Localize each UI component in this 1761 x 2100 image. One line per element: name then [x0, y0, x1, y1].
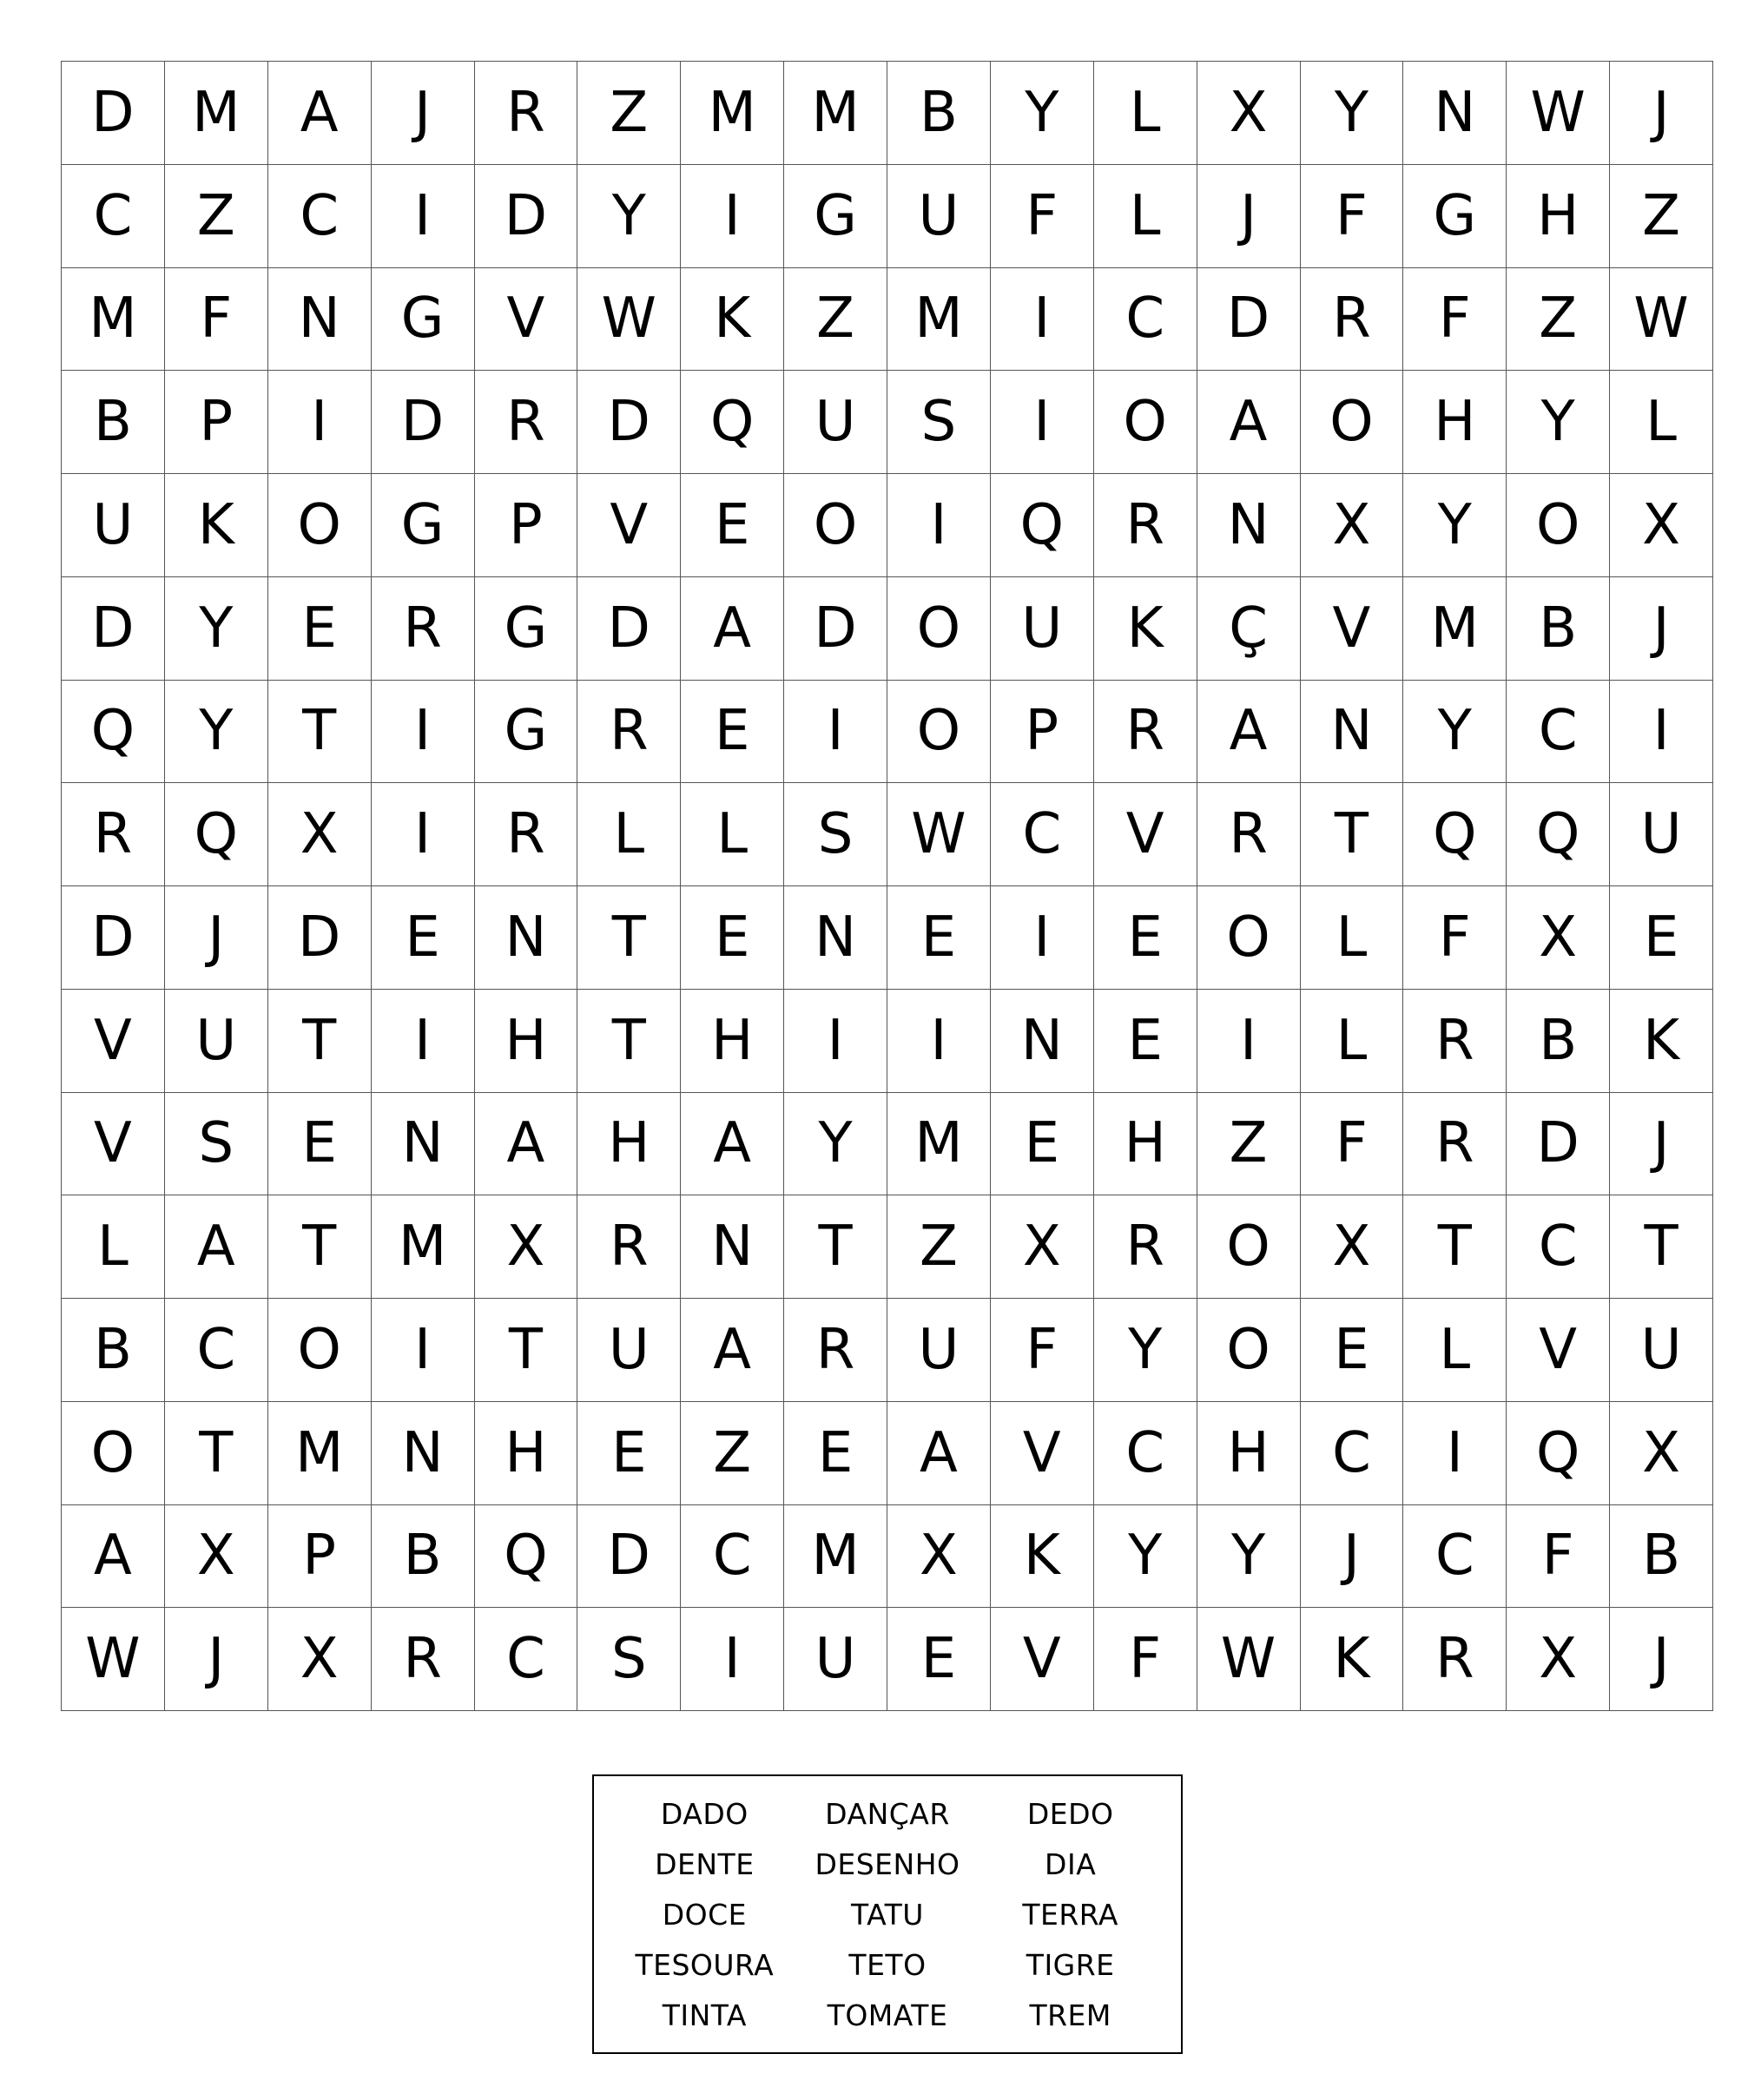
grid-cell[interactable]: D — [1507, 1093, 1610, 1196]
grid-cell[interactable]: E — [268, 1093, 372, 1196]
grid-cell[interactable]: J — [1301, 1505, 1404, 1609]
grid-cell[interactable]: O — [268, 1299, 372, 1402]
grid-cell[interactable]: R — [1094, 681, 1197, 784]
grid-cell[interactable]: D — [62, 886, 165, 990]
grid-cell[interactable]: V — [577, 474, 681, 577]
grid-cell[interactable]: D — [577, 1505, 681, 1609]
grid-cell[interactable]: Z — [784, 268, 887, 372]
grid-cell[interactable]: P — [268, 1505, 372, 1609]
grid-cell[interactable]: X — [268, 783, 372, 886]
grid-cell[interactable]: X — [1301, 474, 1404, 577]
grid-cell[interactable]: S — [887, 371, 991, 474]
grid-cell[interactable]: A — [62, 1505, 165, 1609]
grid-cell[interactable]: I — [887, 990, 991, 1093]
grid-cell[interactable]: X — [1507, 1608, 1610, 1711]
grid-cell[interactable]: W — [1610, 268, 1713, 372]
grid-cell[interactable]: D — [577, 371, 681, 474]
grid-cell[interactable]: C — [681, 1505, 784, 1609]
grid-cell[interactable]: X — [991, 1195, 1094, 1299]
grid-cell[interactable]: A — [268, 62, 372, 165]
grid-cell[interactable]: I — [268, 371, 372, 474]
word-bank-item: DESENHO — [815, 1847, 960, 1881]
grid-cell[interactable]: U — [62, 474, 165, 577]
grid-cell[interactable]: H — [1197, 1402, 1301, 1505]
grid-cell[interactable]: P — [991, 681, 1094, 784]
grid-cell[interactable]: N — [268, 268, 372, 372]
grid-cell[interactable]: W — [1197, 1608, 1301, 1711]
grid-cell[interactable]: X — [1610, 474, 1713, 577]
grid-cell[interactable]: L — [1094, 62, 1197, 165]
grid-cell[interactable]: R — [577, 681, 681, 784]
word-bank-item: TERRA — [1022, 1897, 1118, 1932]
grid-cell[interactable]: N — [991, 990, 1094, 1093]
grid-cell[interactable]: Ç — [1197, 577, 1301, 681]
grid-cell[interactable]: G — [372, 268, 475, 372]
word-bank-item: DENTE — [655, 1847, 755, 1881]
grid-cell[interactable]: A — [1197, 371, 1301, 474]
grid-cell[interactable]: C — [268, 165, 372, 268]
grid-cell[interactable]: R — [784, 1299, 887, 1402]
word-bank-item: DANÇAR — [825, 1796, 950, 1831]
grid-cell[interactable]: T — [268, 681, 372, 784]
grid-cell[interactable]: B — [62, 371, 165, 474]
grid-cell[interactable]: J — [1197, 165, 1301, 268]
grid-cell[interactable]: R — [475, 371, 578, 474]
grid-cell[interactable]: Q — [62, 681, 165, 784]
grid-cell[interactable]: F — [1403, 886, 1507, 990]
grid-cell[interactable]: O — [887, 577, 991, 681]
grid-cell[interactable]: J — [1610, 577, 1713, 681]
grid-cell[interactable]: F — [165, 268, 268, 372]
grid-cell[interactable]: E — [372, 886, 475, 990]
grid-cell[interactable]: I — [784, 990, 887, 1093]
grid-cell[interactable]: E — [577, 1402, 681, 1505]
grid-cell[interactable]: H — [1094, 1093, 1197, 1196]
grid-cell[interactable]: S — [165, 1093, 268, 1196]
grid-cell[interactable]: T — [784, 1195, 887, 1299]
grid-cell[interactable]: K — [681, 268, 784, 372]
grid-cell[interactable]: Z — [577, 62, 681, 165]
grid-cell[interactable]: O — [1197, 1299, 1301, 1402]
grid-cell[interactable]: B — [62, 1299, 165, 1402]
grid-cell[interactable]: L — [62, 1195, 165, 1299]
grid-cell[interactable]: I — [681, 1608, 784, 1711]
grid-cell[interactable]: Z — [887, 1195, 991, 1299]
grid-cell[interactable]: J — [1610, 1608, 1713, 1711]
grid-cell[interactable]: J — [165, 886, 268, 990]
grid-cell[interactable]: D — [577, 577, 681, 681]
grid-cell[interactable]: F — [1403, 268, 1507, 372]
grid-cell[interactable]: J — [372, 62, 475, 165]
grid-cell[interactable]: I — [681, 165, 784, 268]
grid-cell[interactable]: O — [1197, 1195, 1301, 1299]
grid-cell[interactable]: R — [1197, 783, 1301, 886]
grid-cell[interactable]: R — [1403, 1608, 1507, 1711]
grid-cell[interactable]: V — [62, 990, 165, 1093]
grid-cell[interactable]: K — [1094, 577, 1197, 681]
grid-cell[interactable]: H — [577, 1093, 681, 1196]
grid-cell[interactable]: N — [1197, 474, 1301, 577]
grid-cell[interactable]: R — [372, 1608, 475, 1711]
letter-grid — [61, 61, 1713, 1711]
grid-cell[interactable]: Y — [991, 62, 1094, 165]
word-bank-item: TATU — [851, 1897, 924, 1932]
grid-cell[interactable]: X — [165, 1505, 268, 1609]
grid-cell[interactable]: H — [475, 1402, 578, 1505]
grid-cell[interactable]: I — [784, 681, 887, 784]
grid-cell[interactable]: Y — [1507, 371, 1610, 474]
grid-cell[interactable]: F — [1094, 1608, 1197, 1711]
grid-cell[interactable]: E — [1094, 886, 1197, 990]
grid-cell[interactable]: Y — [577, 165, 681, 268]
grid-cell[interactable]: O — [1507, 474, 1610, 577]
grid-cell[interactable]: X — [268, 1608, 372, 1711]
grid-cell[interactable]: I — [372, 681, 475, 784]
grid-cell[interactable]: L — [1094, 165, 1197, 268]
grid-cell[interactable]: U — [1610, 1299, 1713, 1402]
grid-cell[interactable]: Q — [1507, 1402, 1610, 1505]
grid-cell[interactable]: F — [1507, 1505, 1610, 1609]
grid-cell[interactable]: E — [887, 1608, 991, 1711]
grid-cell[interactable]: Y — [165, 681, 268, 784]
grid-cell[interactable]: P — [475, 474, 578, 577]
grid-cell[interactable]: C — [62, 165, 165, 268]
grid-cell[interactable]: A — [475, 1093, 578, 1196]
grid-cell[interactable]: O — [1197, 886, 1301, 990]
word-bank-item: TETO — [848, 1947, 927, 1982]
grid-cell[interactable]: L — [681, 783, 784, 886]
grid-cell[interactable]: Y — [784, 1093, 887, 1196]
grid-cell[interactable]: H — [1507, 165, 1610, 268]
grid-cell[interactable]: Y — [1197, 1505, 1301, 1609]
grid-cell[interactable]: R — [475, 62, 578, 165]
grid-cell[interactable]: C — [165, 1299, 268, 1402]
word-bank-item: DOCE — [662, 1897, 747, 1932]
grid-cell[interactable]: C — [1507, 1195, 1610, 1299]
grid-cell[interactable]: Q — [1403, 783, 1507, 886]
grid-cell[interactable]: B — [1610, 1505, 1713, 1609]
grid-cell[interactable]: C — [1094, 268, 1197, 372]
grid-cell[interactable]: F — [991, 1299, 1094, 1402]
grid-cell[interactable]: T — [577, 990, 681, 1093]
word-bank-item: DADO — [660, 1796, 749, 1831]
word-bank-item: TESOURA — [635, 1947, 775, 1982]
grid-cell[interactable]: L — [1403, 1299, 1507, 1402]
grid-cell[interactable]: M — [62, 268, 165, 372]
grid-cell[interactable]: B — [372, 1505, 475, 1609]
grid-cell[interactable]: E — [887, 886, 991, 990]
grid-cell[interactable]: O — [62, 1402, 165, 1505]
grid-cell[interactable]: D — [372, 371, 475, 474]
word-bank — [592, 1774, 1183, 2054]
grid-cell[interactable]: L — [1301, 886, 1404, 990]
grid-cell[interactable]: Q — [165, 783, 268, 886]
grid-cell[interactable]: Q — [681, 371, 784, 474]
grid-cell[interactable]: Q — [475, 1505, 578, 1609]
grid-cell[interactable]: T — [268, 1195, 372, 1299]
grid-cell[interactable]: A — [681, 1093, 784, 1196]
grid-cell[interactable]: X — [1610, 1402, 1713, 1505]
grid-cell[interactable]: E — [268, 577, 372, 681]
grid-cell[interactable]: I — [372, 783, 475, 886]
grid-cell[interactable]: F — [991, 165, 1094, 268]
grid-cell[interactable]: L — [1301, 990, 1404, 1093]
grid-cell[interactable]: U — [887, 1299, 991, 1402]
grid-cell[interactable]: A — [165, 1195, 268, 1299]
grid-cell[interactable]: M — [784, 1505, 887, 1609]
grid-cell[interactable]: X — [1507, 886, 1610, 990]
grid-cell[interactable]: N — [784, 886, 887, 990]
grid-cell[interactable]: Z — [1197, 1093, 1301, 1196]
grid-cell[interactable]: N — [372, 1402, 475, 1505]
grid-cell[interactable]: E — [784, 1402, 887, 1505]
grid-cell[interactable]: I — [372, 1299, 475, 1402]
grid-cell[interactable]: K — [991, 1505, 1094, 1609]
word-bank-item: TREM — [1029, 1998, 1111, 2032]
grid-cell[interactable]: T — [268, 990, 372, 1093]
grid-cell[interactable]: M — [1403, 577, 1507, 681]
grid-cell[interactable]: O — [887, 681, 991, 784]
grid-cell[interactable]: G — [784, 165, 887, 268]
grid-cell[interactable]: C — [991, 783, 1094, 886]
grid-cell[interactable]: I — [1197, 990, 1301, 1093]
grid-cell[interactable]: N — [475, 886, 578, 990]
grid-cell[interactable]: J — [1610, 62, 1713, 165]
grid-cell[interactable]: Y — [1403, 681, 1507, 784]
grid-cell[interactable]: R — [577, 1195, 681, 1299]
word-bank-item: DEDO — [1026, 1796, 1114, 1831]
grid-cell[interactable]: A — [681, 577, 784, 681]
grid-cell[interactable]: M — [784, 62, 887, 165]
grid-cell[interactable]: I — [991, 268, 1094, 372]
grid-cell[interactable]: C — [475, 1608, 578, 1711]
grid-cell[interactable]: V — [991, 1608, 1094, 1711]
word-bank-item: TIGRE — [1026, 1947, 1115, 1982]
grid-cell[interactable]: W — [62, 1608, 165, 1711]
grid-cell[interactable]: R — [1403, 990, 1507, 1093]
grid-cell[interactable]: M — [165, 62, 268, 165]
grid-cell[interactable]: D — [1197, 268, 1301, 372]
grid-cell[interactable]: J — [1610, 1093, 1713, 1196]
grid-cell[interactable]: U — [577, 1299, 681, 1402]
grid-cell[interactable]: I — [991, 371, 1094, 474]
grid-cell[interactable]: U — [784, 1608, 887, 1711]
grid-cell[interactable]: A — [887, 1402, 991, 1505]
grid-cell[interactable]: D — [475, 165, 578, 268]
grid-cell[interactable]: B — [1507, 990, 1610, 1093]
grid-cell[interactable]: N — [1301, 681, 1404, 784]
grid-cell[interactable]: R — [1094, 474, 1197, 577]
grid-cell[interactable]: M — [268, 1402, 372, 1505]
grid-cell[interactable]: P — [165, 371, 268, 474]
grid-cell[interactable]: J — [165, 1608, 268, 1711]
grid-cell[interactable]: Q — [991, 474, 1094, 577]
grid-cell[interactable]: O — [268, 474, 372, 577]
grid-cell[interactable]: F — [1301, 1093, 1404, 1196]
grid-cell[interactable]: O — [1094, 371, 1197, 474]
grid-cell[interactable]: K — [1610, 990, 1713, 1093]
grid-cell[interactable]: M — [887, 268, 991, 372]
grid-cell[interactable]: D — [62, 62, 165, 165]
grid-cell[interactable]: C — [1403, 1505, 1507, 1609]
grid-cell[interactable]: C — [1301, 1402, 1404, 1505]
grid-cell[interactable]: E — [681, 681, 784, 784]
word-bank-item: DIA — [1045, 1847, 1097, 1881]
grid-cell[interactable]: U — [784, 371, 887, 474]
grid-cell[interactable]: C — [1507, 681, 1610, 784]
grid-cell[interactable]: D — [62, 577, 165, 681]
grid-cell[interactable]: R — [1403, 1093, 1507, 1196]
grid-cell[interactable]: T — [1610, 1195, 1713, 1299]
grid-cell[interactable]: Q — [1507, 783, 1610, 886]
grid-cell[interactable]: T — [475, 1299, 578, 1402]
grid-cell[interactable]: I — [372, 165, 475, 268]
grid-cell[interactable]: H — [475, 990, 578, 1093]
grid-cell[interactable]: K — [165, 474, 268, 577]
grid-cell[interactable]: Z — [681, 1402, 784, 1505]
grid-cell[interactable]: G — [475, 577, 578, 681]
grid-cell[interactable]: S — [784, 783, 887, 886]
word-bank-item: TOMATE — [827, 1998, 948, 2032]
grid-cell[interactable]: T — [577, 886, 681, 990]
grid-cell[interactable]: Y — [1301, 62, 1404, 165]
grid-cell[interactable]: Y — [1403, 474, 1507, 577]
grid-cell[interactable]: W — [1507, 62, 1610, 165]
grid-cell[interactable]: H — [681, 990, 784, 1093]
grid-cell[interactable]: E — [1094, 990, 1197, 1093]
grid-cell[interactable]: O — [784, 474, 887, 577]
grid-cell[interactable]: Z — [1610, 165, 1713, 268]
grid-cell[interactable]: T — [1301, 783, 1404, 886]
grid-cell[interactable]: N — [681, 1195, 784, 1299]
grid-cell[interactable]: U — [991, 577, 1094, 681]
grid-cell[interactable]: A — [681, 1299, 784, 1402]
grid-cell[interactable]: L — [1610, 371, 1713, 474]
grid-cell[interactable]: V — [1301, 577, 1404, 681]
grid-cell[interactable]: B — [1507, 577, 1610, 681]
grid-cell[interactable]: V — [62, 1093, 165, 1196]
grid-cell[interactable]: T — [1403, 1195, 1507, 1299]
grid-cell[interactable]: H — [1403, 371, 1507, 474]
grid-cell[interactable]: Y — [1094, 1505, 1197, 1609]
grid-cell[interactable]: G — [475, 681, 578, 784]
grid-cell[interactable]: R — [1094, 1195, 1197, 1299]
grid-cell[interactable]: T — [165, 1402, 268, 1505]
grid-cell[interactable]: E — [681, 886, 784, 990]
grid-cell[interactable]: I — [1610, 681, 1713, 784]
grid-cell[interactable]: C — [1094, 1402, 1197, 1505]
grid-cell[interactable]: X — [1301, 1195, 1404, 1299]
grid-cell[interactable]: G — [1403, 165, 1507, 268]
grid-cell[interactable]: R — [475, 783, 578, 886]
grid-cell[interactable]: R — [1301, 268, 1404, 372]
grid-cell[interactable]: I — [1403, 1402, 1507, 1505]
grid-cell[interactable]: Y — [1094, 1299, 1197, 1402]
grid-cell[interactable]: R — [372, 577, 475, 681]
grid-cell[interactable]: R — [62, 783, 165, 886]
grid-cell[interactable]: K — [1301, 1608, 1404, 1711]
grid-cell[interactable]: M — [372, 1195, 475, 1299]
grid-cell[interactable]: V — [1507, 1299, 1610, 1402]
grid-cell[interactable]: V — [991, 1402, 1094, 1505]
grid-cell[interactable]: U — [165, 990, 268, 1093]
grid-cell[interactable]: U — [1610, 783, 1713, 886]
grid-cell[interactable]: X — [1197, 62, 1301, 165]
grid-cell[interactable]: V — [475, 268, 578, 372]
grid-cell[interactable]: O — [1301, 371, 1404, 474]
grid-cell[interactable]: E — [1610, 886, 1713, 990]
word-bank-item: TINTA — [662, 1998, 747, 2032]
grid-cell[interactable]: W — [887, 783, 991, 886]
grid-cell[interactable]: E — [991, 1093, 1094, 1196]
grid-cell[interactable]: L — [577, 783, 681, 886]
grid-cell[interactable]: V — [1094, 783, 1197, 886]
grid-cell[interactable]: Z — [1507, 268, 1610, 372]
grid-cell[interactable]: Z — [165, 165, 268, 268]
grid-cell[interactable]: D — [784, 577, 887, 681]
grid-cell[interactable]: X — [475, 1195, 578, 1299]
grid-cell[interactable]: M — [681, 62, 784, 165]
grid-cell[interactable]: N — [1403, 62, 1507, 165]
grid-cell[interactable]: I — [991, 886, 1094, 990]
grid-cell[interactable]: G — [372, 474, 475, 577]
grid-cell[interactable]: D — [268, 886, 372, 990]
grid-cell[interactable]: I — [887, 474, 991, 577]
grid-cell[interactable]: U — [887, 165, 991, 268]
grid-cell[interactable]: F — [1301, 165, 1404, 268]
grid-cell[interactable]: I — [372, 990, 475, 1093]
grid-cell[interactable]: S — [577, 1608, 681, 1711]
grid-cell[interactable]: N — [372, 1093, 475, 1196]
grid-cell[interactable]: X — [887, 1505, 991, 1609]
grid-cell[interactable]: W — [577, 268, 681, 372]
grid-cell[interactable]: M — [887, 1093, 991, 1196]
grid-cell[interactable]: B — [887, 62, 991, 165]
grid-cell[interactable]: Y — [165, 577, 268, 681]
grid-cell[interactable]: E — [1301, 1299, 1404, 1402]
grid-cell[interactable]: E — [681, 474, 784, 577]
grid-cell[interactable]: A — [1197, 681, 1301, 784]
